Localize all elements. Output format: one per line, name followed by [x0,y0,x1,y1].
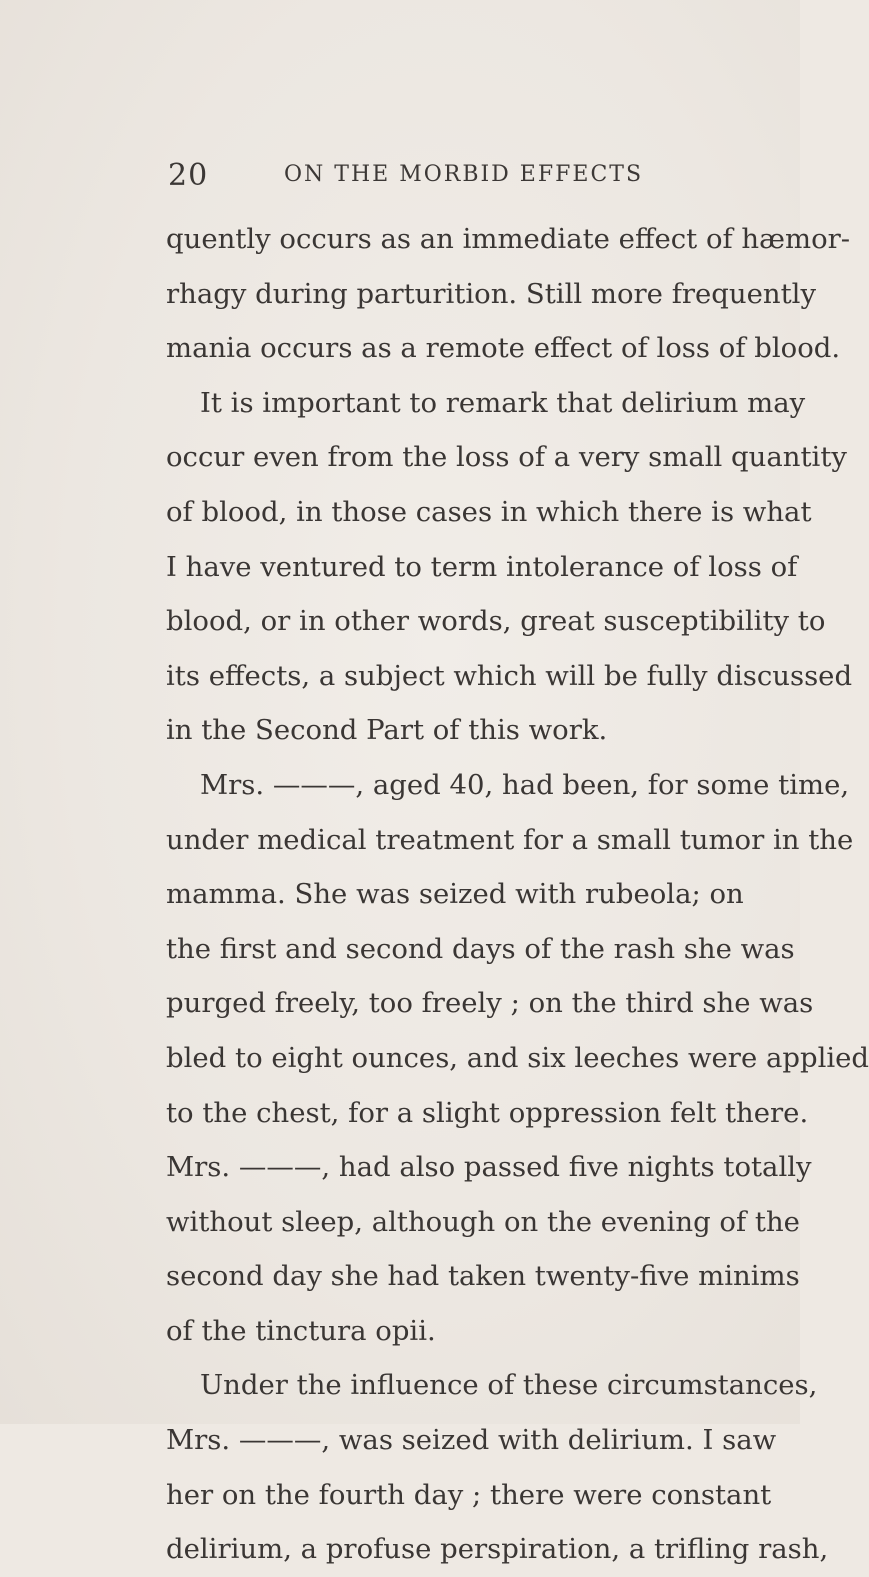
text-line: to the chest, for a slight oppression felt there. [166,1096,809,1129]
running-title: ON THE MORBID EFFECTS [284,162,644,187]
text-line: blood, or in other words, great susceptibility to [166,605,826,638]
text-line: rhagy during parturition. Still more frequently [166,277,816,310]
running-head [168,158,738,198]
text-line: its effects, a subject which will be fully discussed [166,659,853,692]
text-line: bled to eight ounces, and six leeches were applied [166,1041,869,1074]
text-line: mamma. She was seized with rubeola; on [166,878,744,911]
text-line: Mrs. ———, had also passed five nights totally [166,1151,812,1184]
text-line: Mrs. ———, aged 40, had been, for some time, [200,768,850,801]
text-line: second day she had taken twenty-five minims [166,1260,800,1293]
text-line: her on the fourth day ; there were constant [166,1478,772,1511]
text-line: delirium, a profuse perspiration, a trifling rash, [166,1533,829,1566]
text-line: the first and second days of the rash she was [166,932,795,965]
text-line: in the Second Part of this work. [166,714,608,747]
text-line: of the tinctura opii. [166,1314,436,1347]
body-text [166,212,869,1577]
text-line: purged freely, too freely ; on the third she was [166,987,814,1020]
text-line: Mrs. ———, was seized with delirium. I saw [166,1424,777,1457]
text-line: of blood, in those cases in which there is what [166,495,812,528]
text-line: mania occurs as a remote effect of loss of blood. [166,332,841,365]
text-line: I have ventured to term intolerance of loss of [166,550,798,583]
text-line: occur even from the loss of a very small quantity [166,441,847,474]
text-line: under medical treatment for a small tumor in the [166,823,854,856]
page-number: 20 [168,158,209,193]
text-line: Under the influence of these circumstances, [200,1369,818,1402]
text-line: without sleep, although on the evening of the [166,1205,800,1238]
text-line: quently occurs as an immediate effect of hæmor- [166,223,851,255]
text-line: It is important to remark that delirium may [200,386,806,419]
